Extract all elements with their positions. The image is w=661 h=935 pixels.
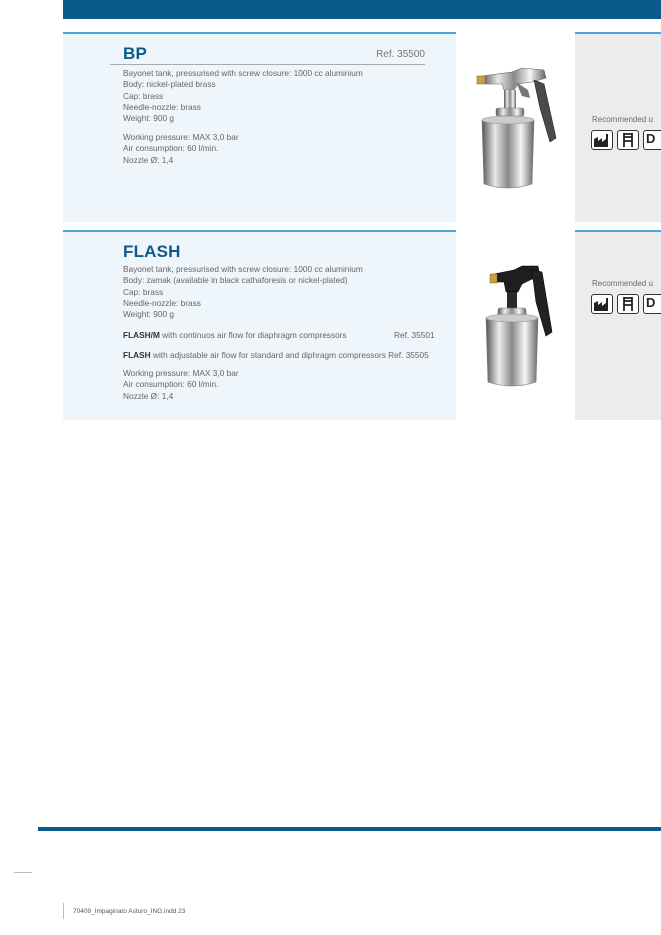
performance-list bbox=[123, 368, 239, 402]
diy-icon: D bbox=[643, 294, 661, 314]
perf-line: Nozzle Ø: 1,4 bbox=[123, 154, 174, 165]
spec-line: Cap: brass bbox=[123, 90, 164, 101]
recommended-panel bbox=[575, 32, 661, 222]
perf-line: Air consumption: 60 l/min. bbox=[123, 143, 219, 154]
spec-list bbox=[123, 264, 363, 320]
crop-mark bbox=[63, 903, 64, 919]
spray-gun-bp-image bbox=[474, 62, 564, 192]
perf-line: Working pressure: MAX 3,0 bar bbox=[123, 132, 239, 142]
spec-line: Body: zamak (available in black cathaforesis or nickel-plated) bbox=[123, 275, 348, 286]
spec-line: Bayonet tank, pressurised with screw closure: 1000 cc aluminium bbox=[123, 264, 363, 274]
chair-icon bbox=[617, 294, 639, 314]
recommended-panel bbox=[575, 230, 661, 420]
perf-line: Nozzle Ø: 1,4 bbox=[123, 390, 174, 401]
variant-name: FLASH bbox=[123, 350, 151, 360]
variant-desc: with continuos air flow for diaphragm compressors bbox=[159, 330, 347, 340]
variant-name: FLASH/M bbox=[123, 330, 160, 340]
recommended-label: Recommended u bbox=[592, 279, 653, 288]
perf-line: Working pressure: MAX 3,0 bar bbox=[123, 368, 239, 378]
top-bar bbox=[63, 0, 661, 19]
performance-list bbox=[123, 132, 239, 166]
spec-line: Body: nickel-plated brass bbox=[123, 79, 216, 90]
spray-gun-flash-image bbox=[480, 262, 560, 392]
crop-mark bbox=[14, 872, 32, 873]
usage-icons bbox=[591, 294, 661, 314]
spec-line: Needle-nozzle: brass bbox=[123, 297, 201, 308]
spec-line: Needle-nozzle: brass bbox=[123, 101, 201, 112]
spec-line: Cap: brass bbox=[123, 286, 164, 297]
product-ref: Ref. 35500 bbox=[376, 49, 425, 60]
bottom-bar bbox=[38, 827, 661, 831]
divider bbox=[110, 64, 425, 65]
product-title: BP bbox=[123, 44, 148, 63]
product-panel-flash bbox=[63, 230, 456, 420]
footer-filename: 70409_Impaginato Asturo_ING.indd 23 bbox=[73, 908, 186, 915]
product-panel-bp bbox=[63, 32, 456, 222]
spec-list bbox=[123, 68, 363, 124]
usage-icons bbox=[591, 130, 661, 150]
perf-line: Air consumption: 60 l/min. bbox=[123, 379, 219, 390]
variant-line bbox=[123, 330, 375, 341]
factory-icon bbox=[591, 130, 613, 150]
variant-ref: Ref. 35501 bbox=[394, 330, 435, 340]
variant-line bbox=[123, 350, 429, 361]
spec-line: Weight: 900 g bbox=[123, 113, 175, 124]
factory-icon bbox=[591, 294, 613, 314]
product-title: FLASH bbox=[123, 242, 181, 261]
spec-line: Weight: 900 g bbox=[123, 309, 175, 320]
variant-ref: Ref. 35505 bbox=[388, 350, 429, 360]
chair-icon bbox=[617, 130, 639, 150]
diy-icon: D bbox=[643, 130, 661, 150]
variant-desc: with adjustable air flow for standard and diphragm compressors bbox=[150, 350, 386, 360]
recommended-label: Recommended u bbox=[592, 115, 653, 124]
spec-line: Bayonet tank, pressurised with screw closure: 1000 cc aluminium bbox=[123, 68, 363, 78]
